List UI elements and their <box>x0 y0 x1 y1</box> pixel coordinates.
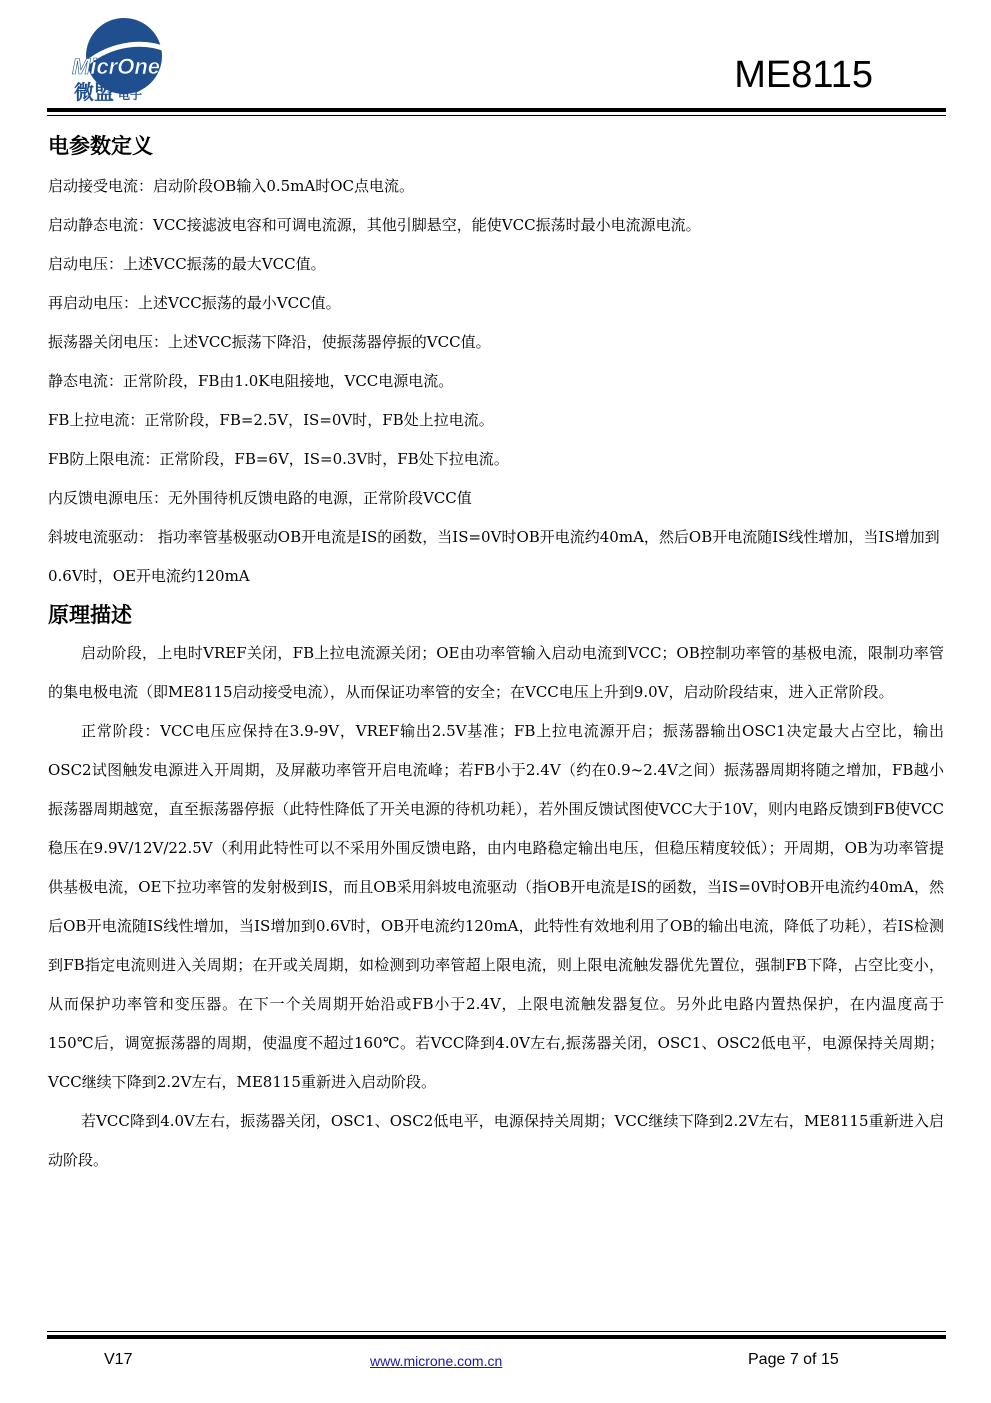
definition-list <box>48 167 944 596</box>
footer-rule-thin <box>47 1331 946 1332</box>
definition-item: 斜坡电流驱动： 指功率管基极驱动OB开电流是IS的函数，当IS=0V时OB开电流约40mA，然后OB开电流随IS线性增加，当IS增加到0.6V时，OE开电流约120mA <box>48 528 940 585</box>
principle-paragraph: 启动阶段，上电时VREF关闭，FB上拉电流源关闭；OE由功率管输入启动电流到VCC；OB控制功率管的基极电流，限制功率管的集电极电流（即ME8115启动接受电流），从而保证功率管的安全；在VCC电压上升到9.0V，启动阶段结束，进入正常阶段。 <box>48 644 944 701</box>
definition-item: 再启动电压：上述VCC振荡的最小VCC值。 <box>48 294 341 312</box>
micrOne-logo <box>66 12 176 104</box>
part-number: ME8115 <box>734 54 873 96</box>
logo-text-cn-small: 电子 <box>118 88 143 102</box>
footer-rule-thick <box>47 1335 946 1339</box>
definition-item: 振荡器关闭电压：上述VCC振荡下降沿，使振荡器停振的VCC值。 <box>48 333 491 351</box>
content <box>48 127 944 1180</box>
section-title-definitions: 电参数定义 <box>48 134 153 158</box>
definition-item: 静态电流：正常阶段，FB由1.0K电阻接地，VCC电源电流。 <box>48 372 454 390</box>
footer <box>0 1351 991 1375</box>
principle-section <box>48 596 944 1180</box>
footer-website-link[interactable]: www.microne.com.cn <box>370 1353 503 1369</box>
logo-text-en: MicrOne <box>72 54 161 79</box>
footer-version: V17 <box>104 1351 133 1368</box>
definition-item: 启动电压：上述VCC振荡的最大VCC值。 <box>48 255 326 273</box>
footer-page-number: Page 7 of 15 <box>748 1351 839 1368</box>
definition-item: 启动静态电流：VCC接滤波电容和可调电流源，其他引脚悬空，能使VCC振荡时最小电流源电流。 <box>48 216 701 234</box>
definition-item: FB防上限电流：正常阶段，FB=6V，IS=0.3V时，FB处下拉电流。 <box>48 450 509 468</box>
principle-paragraph: 若VCC降到4.0V左右，振荡器关闭，OSC1、OSC2低电平，电源保持关周期；VCC继续下降到2.2V左右，ME8115重新进入启动阶段。 <box>48 1112 944 1169</box>
header-rule-thin <box>47 115 946 116</box>
definition-item: 内反馈电源电压：无外围待机反馈电路的电源，正常阶段VCC值 <box>48 489 472 507</box>
header-rule-thick <box>47 108 946 112</box>
section-title-principle: 原理描述 <box>48 603 132 627</box>
definition-item: 启动接受电流：启动阶段OB输入0.5mA时OC点电流。 <box>48 177 415 195</box>
logo-text-cn: 微盟 <box>74 80 114 104</box>
definition-item: FB上拉电流：正常阶段，FB=2.5V，IS=0V时，FB处上拉电流。 <box>48 411 494 429</box>
principle-paragraph: 正常阶段：VCC电压应保持在3.9-9V，VREF输出2.5V基准；FB上拉电流源开启；振荡器输出OSC1决定最大占空比，输出OSC2试图触发电源进入开周期，及屏蔽功率管开启电流峰；若FB小于2.4V（约在0.9~2.4V之间）振荡器周期将随之增加，FB越小振荡器周期越宽，直至振荡器停振（此特性降低了开关电源的待机功耗），若外围反馈试图使VCC大于10V，则内电路反馈到FB使VCC稳压在9.9V/12V/22.5V（利用此特性可以不采用外围反馈电路，由内电路稳定输出电压，但稳压精度较低）；开周期，OB为功率管提供基极电流，OE下拉功率管的发射极到IS，而且OB采用斜坡电流驱动（指OB开电流是IS的函数，当IS=0V时OB开电流约40mA，然后OB开电流随IS线性增加，当IS增加到0.6V时，OB开电流约120mA，此特性有效地利用了OB的输出电流，降低了功耗），若IS检测到FB指定电流则进入关周期；在开或关周期，如检测到功率管超上限电流，则上限电流触发器优先置位，强制FB下降，占空比变小，从而保护功率管和变压器。在下一个关周期开始沿或FB小于2.4V，上限电流触发器复位。另外此电路内置热保护，在内温度高于150℃后，调宽振荡器的周期，使温度不超过160℃。若VCC降到4.0V左右,振荡器关闭，OSC1、OSC2低电平，电源保持关周期；VCC继续下降到2.2V左右，ME8115重新进入启动阶段。 <box>48 722 944 1091</box>
